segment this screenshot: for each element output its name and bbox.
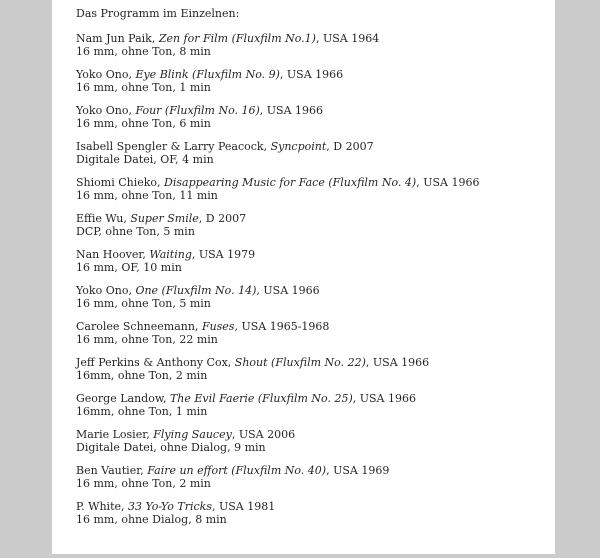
entry-country-year: , USA 1964 (315, 31, 380, 45)
entry-artist: Ben Vautier, (76, 463, 148, 477)
entry-artist: Effie Wu, (76, 211, 131, 225)
entry-title-line (76, 212, 531, 226)
entry-artist: Shiomi Chieko, (76, 175, 165, 189)
entry-format-line: 16 mm, ohne Ton, 22 min (76, 333, 218, 346)
entry-country-year: , USA 1966 (365, 355, 430, 369)
entry-country-year: , USA 1966 (352, 391, 416, 405)
program-entry (76, 212, 531, 239)
entry-country-year: , USA 1966 (256, 283, 320, 297)
entry-title-line (76, 500, 531, 514)
program-entry (76, 140, 531, 167)
entry-country-year: , USA 1969 (326, 463, 390, 477)
entry-title-line (76, 284, 531, 298)
entry-format-line: 16 mm, ohne Ton, 11 min (76, 189, 218, 202)
program-entry (76, 320, 531, 347)
program-entry (76, 248, 531, 275)
entry-format-line: Digitale Datei, OF, 4 min (76, 153, 214, 166)
entry-format-line: 16 mm, ohne Dialog, 8 min (76, 513, 227, 526)
entry-film-title: Super Smile (130, 211, 199, 225)
entry-format-line: 16 mm, ohne Ton, 6 min (76, 117, 211, 130)
entry-film-title: 33 Yo-Yo Tricks (128, 499, 212, 513)
entry-title-line (76, 68, 531, 82)
entry-artist: Yoko Ono, (76, 67, 136, 81)
entry-film-title: Four (Fluxfilm No. 16) (135, 103, 260, 117)
document-sheet (52, 0, 555, 554)
entry-format-line: 16 mm, OF, 10 min (76, 261, 182, 274)
entry-title-line (76, 176, 531, 190)
entry-country-year: , USA 1966 (259, 103, 324, 117)
entry-film-title: The Evil Faerie (Fluxfilm No. 25) (169, 391, 353, 405)
entry-country-year: , D 2007 (198, 211, 247, 225)
program-entry (76, 500, 531, 527)
program-list (76, 32, 531, 527)
program-entry (76, 104, 531, 131)
entry-country-year: , USA 1966 (279, 67, 344, 81)
entry-country-year: , USA 1981 (211, 499, 276, 513)
entry-country-year: , USA 1965-1968 (234, 319, 330, 333)
entry-film-title: Disappearing Music for Face (Fluxfilm No. 4) (164, 175, 417, 189)
entry-format-line: 16 mm, ohne Ton, 2 min (76, 477, 211, 490)
program-entry (76, 428, 531, 455)
program-entry (76, 32, 531, 59)
program-entry (76, 176, 531, 203)
entry-title-line (76, 392, 531, 406)
entry-film-title: Fuses (201, 319, 235, 333)
entry-title-line (76, 104, 531, 118)
entry-film-title: Syncpoint (270, 139, 327, 153)
entry-film-title: Zen for Film (Fluxfilm No.1) (158, 31, 316, 45)
entry-format-line: 16 mm, ohne Ton, 5 min (76, 297, 211, 310)
entry-country-year: , USA 2006 (231, 427, 296, 441)
entry-title-line (76, 32, 531, 46)
entry-country-year: , USA 1979 (191, 247, 256, 261)
entry-title-line (76, 140, 531, 154)
entry-title-line (76, 428, 531, 442)
entry-title-line (76, 248, 531, 262)
entry-film-title: Waiting (149, 247, 192, 261)
entry-artist: Carolee Schneemann, (76, 319, 202, 333)
entry-artist: Jeff Perkins & Anthony Cox, (76, 355, 235, 369)
program-heading: Das Programm im Einzelnen: (76, 7, 240, 20)
entry-artist: Yoko Ono, (76, 283, 136, 297)
entry-country-year: , D 2007 (326, 139, 374, 153)
entry-artist: Yoko Ono, (76, 103, 136, 117)
entry-format-line: 16 mm, ohne Ton, 8 min (76, 45, 211, 58)
entry-film-title: Flying Saucey (153, 427, 232, 441)
entry-format-line: Digitale Datei, ohne Dialog, 9 min (76, 441, 266, 454)
program-entry (76, 356, 531, 383)
program-entry (76, 68, 531, 95)
entry-title-line (76, 356, 531, 370)
entry-artist: George Landow, (76, 391, 170, 405)
entry-film-title: Eye Blink (Fluxfilm No. 9) (135, 67, 280, 81)
entry-format-line: DCP, ohne Ton, 5 min (76, 225, 195, 238)
entry-country-year: , USA 1966 (416, 175, 480, 189)
entry-format-line: 16mm, ohne Ton, 2 min (76, 369, 208, 382)
entry-title-line (76, 320, 531, 334)
entry-film-title: Faire un effort (Fluxfilm No. 40) (147, 463, 327, 477)
entry-artist: Isabell Spengler & Larry Peacock, (76, 139, 271, 153)
entry-artist: Nam Jun Paik, (76, 31, 159, 45)
program-entry (76, 284, 531, 311)
entry-film-title: Shout (Fluxfilm No. 22) (234, 355, 366, 369)
entry-artist: P. White, (76, 499, 128, 513)
entry-film-title: One (Fluxfilm No. 14) (135, 283, 257, 297)
program-entry (76, 464, 531, 491)
entry-format-line: 16 mm, ohne Ton, 1 min (76, 81, 211, 94)
program-entry (76, 392, 531, 419)
entry-format-line: 16mm, ohne Ton, 1 min (76, 405, 208, 418)
entry-artist: Marie Losier, (76, 427, 154, 441)
entry-title-line (76, 464, 531, 478)
entry-artist: Nan Hoover, (76, 247, 150, 261)
